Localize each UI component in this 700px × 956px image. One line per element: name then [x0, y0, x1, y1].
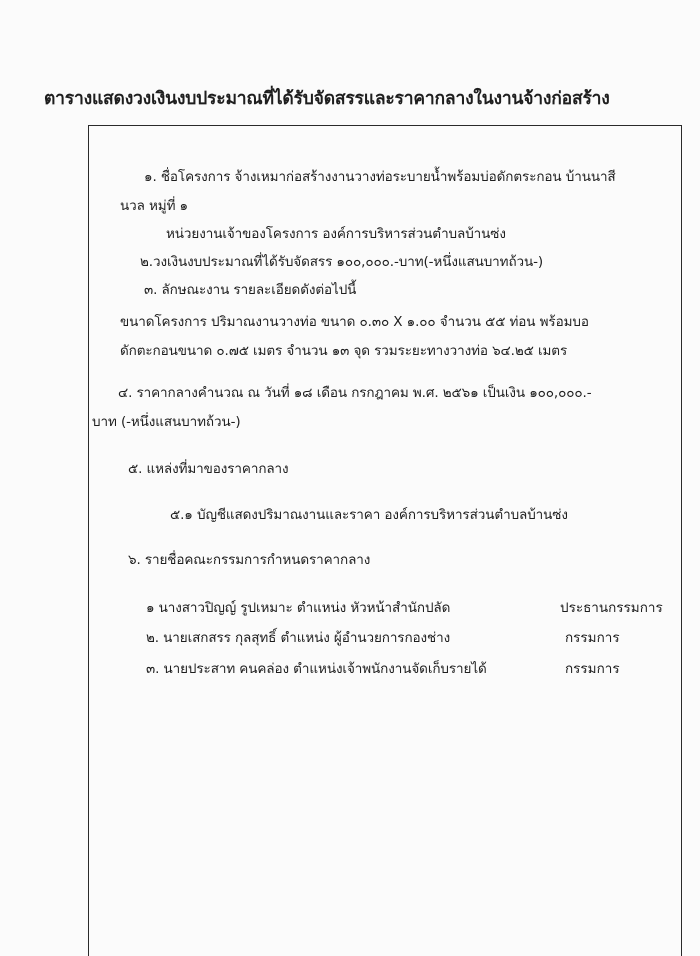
committee-member-1: ๑ นางสาวปิญญ์ รูปเหมาะ ตำแหน่ง หัวหน้าสำนักปลัด — [146, 600, 451, 616]
budget-line: ๒.วงเงินงบประมาณที่ได้รับจัดสรร ๑๐๐,๐๐๐.-บาท(-หนึ่งแสนบาทถ้วน-) — [140, 254, 544, 270]
committee-member-1-role: ประธานกรรมการ — [560, 600, 663, 616]
project-name-line-2: นวล หมู่ที่ ๑ — [120, 198, 189, 214]
price-source-item: ๕.๑ บัญชีแสดงปริมาณงานและราคา องค์การบริหารส่วนตำบลบ้านซ่ง — [170, 507, 568, 523]
document-title: ตารางแสดงวงเงินงบประมาณที่ได้รับจัดสรรและราคากลางในงานจ้างก่อสร้าง — [44, 89, 610, 109]
committee-member-2-role: กรรมการ — [565, 630, 620, 646]
median-price-line-2: บาท (-หนึ่งแสนบาทถ้วน-) — [92, 414, 241, 430]
median-price-line-1: ๔. ราคากลางคำนวณ ณ วันที่ ๑๘ เดือน กรกฎาคม พ.ศ. ๒๕๖๑ เป็นเงิน ๑๐๐,๐๐๐.- — [118, 385, 592, 401]
committee-member-3: ๓. นายประสาท คนคล่อง ตำแหน่งเจ้าพนักงานจัดเก็บรายได้ — [146, 661, 487, 677]
committee-member-3-role: กรรมการ — [565, 661, 620, 677]
work-description-heading: ๓. ลักษณะงาน รายละเอียดดังต่อไปนี้ — [144, 282, 357, 298]
project-name-line-1: ๑. ชื่อโครงการ จ้างเหมาก่อสร้างงานวางท่อระบายน้ำพร้อมบ่อดักตระกอน บ้านนาสี — [144, 169, 616, 185]
committee-member-2: ๒. นายเสกสรร กุลสุทธิ์ ตำแหน่ง ผู้อำนวยการกองช่าง — [146, 630, 451, 646]
price-source-heading: ๕. แหล่งที่มาของราคากลาง — [128, 461, 289, 477]
work-size-line-1: ขนาดโครงการ ปริมาณงานวางท่อ ขนาด ๐.๓๐ X ๑.๐๐ จำนวน ๕๕ ท่อน พร้อมบอ — [120, 314, 589, 330]
committee-heading: ๖. รายชื่อคณะกรรมการกำหนดราคากลาง — [128, 552, 371, 568]
work-size-line-2: ดักตะกอนขนาด ๐.๗๕ เมตร จำนวน ๑๓ จุด รวมระยะทางวางท่อ ๖๔.๒๕ เมตร — [120, 343, 568, 359]
project-owner-line: หน่วยงานเจ้าของโครงการ องค์การบริหารส่วนตำบลบ้านซ่ง — [166, 226, 506, 242]
